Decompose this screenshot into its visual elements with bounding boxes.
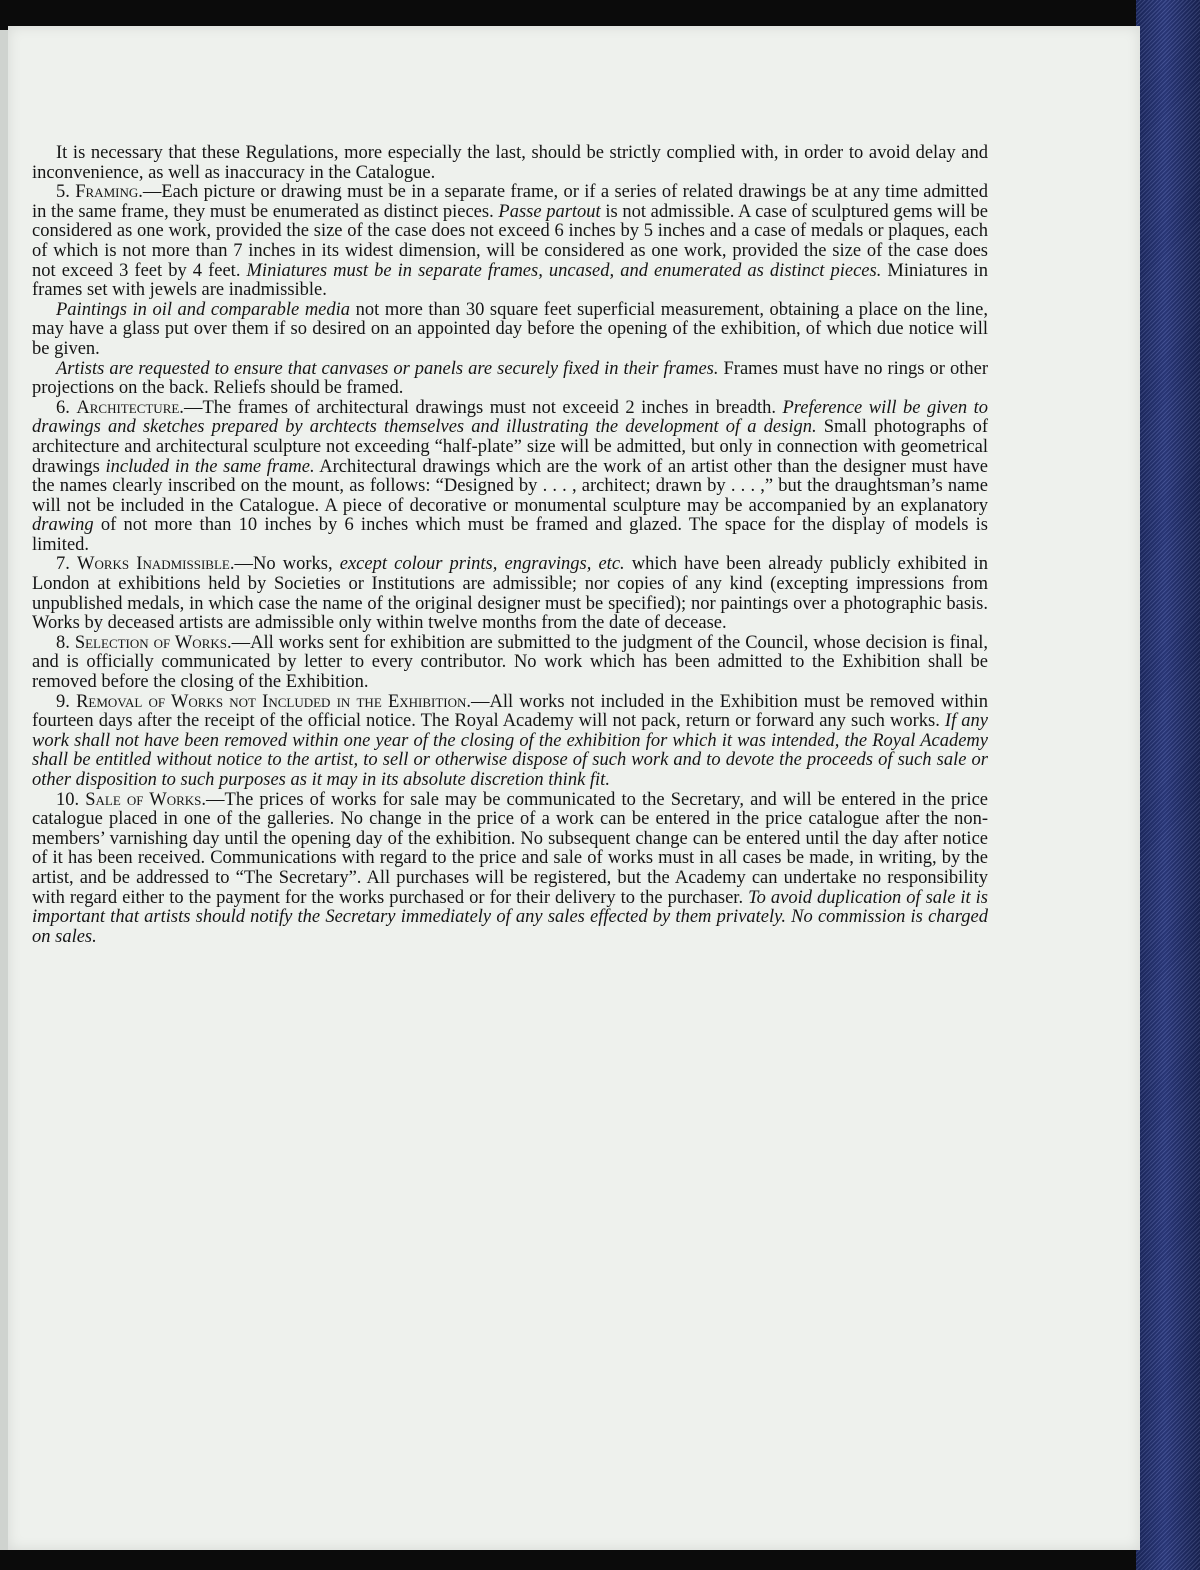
section-9-text: —All works not included in the Exhibition must be removed within fourteen days after the receipt of the official notice. The Royal Academy will not pack, return or forward any such works. — [32, 691, 989, 732]
section-7-text: which have been already publicly exhibited in London at exhibitions held by Societies or Institutions are admissible; nor copies of any kind (excepting impressions from unpublished medals, in which case the name of the original designer must be specified); nor paintings over a photographic basis. Works by deceased artists are admissible only within twelve months from the date of decease. — [32, 554, 988, 634]
section-6-text: —The frames of architectural drawings must not exceeid 2 inches in breadth. — [183, 397, 783, 418]
intro-paragraph: It is necessary that these Regulations, more especially the last, should be strictly complied with, in order to avoid delay and inconvenience, as well as inaccuracy in the Catalogue. — [32, 143, 988, 183]
section-6-text: of not more than 10 inches by 6 inches which must be framed and glazed. The space for the display of models is limited. — [32, 515, 988, 555]
section-10-title: Sale of Works. — [85, 789, 207, 810]
section-5-text: is not admissible. A case of sculptured gems will be considered as one work, provided the size of the case does not exceed 6 inches by 5 inches and a case of medals or plaques, each of which is not more than 7 inches in its widest dimension, will be considered as one work, provided the size of the case does not exceed 3 feet by 4 feet. — [32, 201, 989, 281]
section-7-number: 7. — [56, 554, 70, 575]
section-7-text: —No works, — [234, 554, 340, 575]
section-5-text: Frames must have no rings or other projections on the back. Reliefs should be framed. — [32, 358, 988, 399]
section-5-text: Miniatures in frames set with jewels are inadmissible. — [32, 260, 988, 301]
regulations-text — [32, 144, 988, 947]
section-9-number: 9. — [56, 691, 70, 712]
section-5-text: —Each picture or drawing must be in a separate frame, or if a series of related drawings be at any time admitted in the same frame, they must be enumerated as distinct pieces. — [32, 182, 989, 222]
section-10-number: 10. — [56, 789, 80, 810]
section-9-title: Removal of Works not Included in the Exhibition. — [76, 691, 472, 712]
section-6-text: Architectural drawings which are the work of an artist other than the designer must have the names clearly inscribed on the mount, as follows: “Designed by . . . , architect; drawn by . . . ,” but the draughtsman’s name will not be included in the Catalogue. A piece of decorative or monumental sculpture may be accompanied by an explanatory — [32, 456, 989, 516]
facing-page-edge — [0, 30, 8, 1550]
section-5-text: not more than 30 square feet superficial measurement, obtaining a place on the line, may have a glass put over them if so desired on an appointed day before the opening of the exhibition, of which due notice will be given. — [32, 299, 988, 359]
section-5-title: Framing. — [75, 182, 143, 203]
section-8-title: Selection of Works. — [74, 632, 232, 653]
section-9-italic: If any work shall not have been removed within one year of the closing of the exhibition for which it was intended, the Royal Academy shall be entitled without notice to the artist, to sell or otherwise dispose of such work and to devote the proceeds of such sale or other disposition to such purposes as it may in its absolute discretion think fit. — [32, 711, 988, 790]
section-5-paragraph-2 — [32, 301, 988, 360]
section-5-number: 5. — [56, 182, 70, 203]
section-8-number: 8. — [56, 632, 70, 653]
section-7-works-inadmissible — [32, 555, 988, 633]
section-5-italic: Paintings in oil and comparable media — [56, 299, 351, 320]
document-page — [8, 26, 1140, 1550]
section-5-italic: Passe partout — [498, 201, 601, 222]
section-5-paragraph-3 — [32, 360, 988, 399]
section-10-text: —The prices of works for sale may be communicated to the Secretary, and will be entered in the price catalogue placed in one of the galleries. No change in the price of a work can be entered in the price catalogue after the non-members’ varnishing day until the opening day of the exhibition. No subsequent change can be entered until the day after notice of it has been received. Communications with regard to the price and sale of works must in all cases be made, in writing, by the artist, and be addressed to “The Secretary”. All purchases will be registered, but the Academy can undertake no responsibility with regard either to the payment for the works purchased or for their delivery to the purchaser. — [32, 789, 989, 908]
section-7-title: Works Inadmissible. — [77, 554, 235, 575]
section-10-italic: To avoid duplication of sale it is important that artists should notify the Secretary immediately of any sales effected by them privately. No commission is charged on sales. — [32, 887, 988, 947]
book-binding — [1136, 0, 1200, 1570]
section-6-italic: Preference will be given to drawings and sketches prepared by archtects themselves and illustrating the development of a design. — [32, 397, 988, 438]
section-6-text: Small photographs of architecture and architectural sculpture not exceeding “half-plate” size will be admitted, but only in connection with geometrical drawings — [32, 417, 988, 477]
section-6-italic: included in the same frame. — [105, 456, 315, 477]
section-6-title: Architecture. — [76, 397, 184, 418]
section-6-number: 6. — [56, 397, 70, 418]
section-5-italic: Miniatures must be in separate frames, uncased, and enumerated as distinct pieces. — [246, 260, 882, 281]
section-6-italic: drawing — [32, 515, 94, 536]
section-7-italic: except colour prints, engravings, etc. — [339, 554, 625, 575]
section-8-selection-of-works — [32, 634, 988, 693]
section-9-removal-of-works — [32, 693, 988, 791]
section-8-text: —All works sent for exhibition are submitted to the judgment of the Council, whose decision is final, and is officially communicated by letter to every contributor. No work which has been admitted to the Exhibition shall be removed before the closing of the Exhibition. — [32, 632, 988, 693]
section-5-italic: Artists are requested to ensure that canvases or panels are securely fixed in their frames. — [56, 358, 719, 379]
section-5-framing — [32, 183, 988, 301]
section-10-sale-of-works — [32, 791, 988, 948]
section-6-architecture — [32, 399, 988, 556]
